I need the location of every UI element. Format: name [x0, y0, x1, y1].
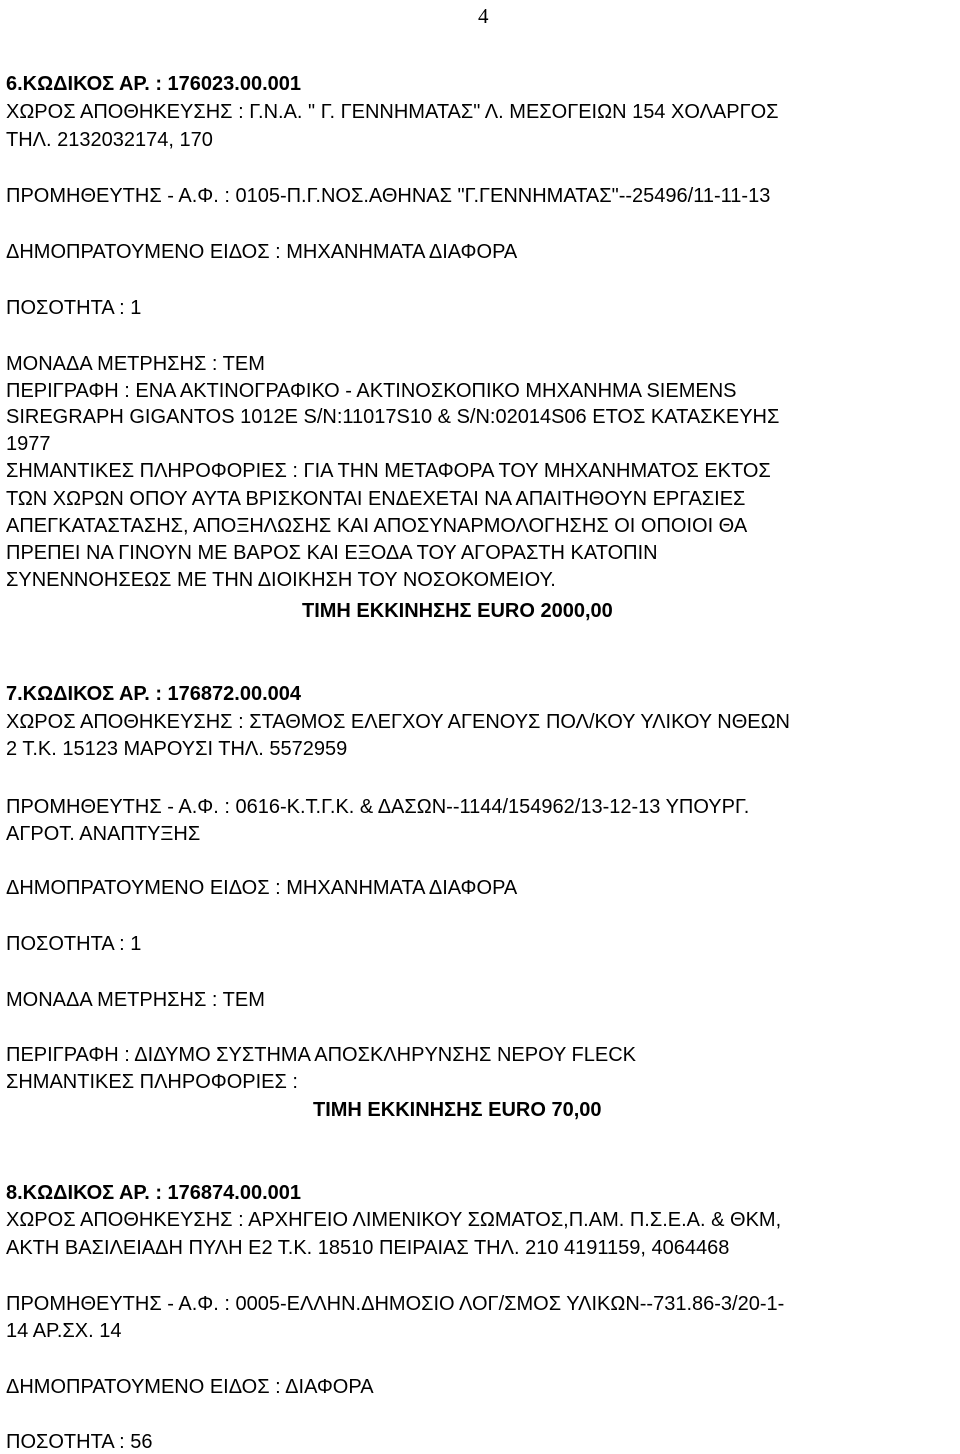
- unit-line: ΜΟΝΑΔΑ ΜΕΤΡΗΣΗΣ : ΤΕΜ: [6, 353, 265, 375]
- description-line: SIREGRAPH GIGANTOS 1012E S/N:11017S10 & S/N:02014S06 ΕΤΟΣ ΚΑΤΑΣΚΕΥΗΣ: [6, 406, 780, 428]
- item-code: 8.ΚΩΔΙΚΟΣ ΑΡ. : 176874.00.001: [6, 1182, 302, 1204]
- item-code: 7.ΚΩΔΙΚΟΣ ΑΡ. : 176872.00.004: [6, 683, 302, 705]
- storage-line: ΧΩΡΟΣ ΑΠΟΘΗΚΕΥΣΗΣ : ΣΤΑΘΜΟΣ ΕΛΕΓΧΟΥ ΑΓΕΝΟΥΣ ΠΟΛ/ΚΟΥ ΥΛΙΚΟΥ ΝΘΕΩΝ: [6, 711, 791, 733]
- description-line: 1977: [6, 433, 51, 455]
- supplier-line: ΠΡΟΜΗΘΕΥΤΗΣ - Α.Φ. : 0105-Π.Γ.ΝΟΣ.ΑΘΗΝΑΣ "Γ.ΓΕΝΝΗΜΑΤΑΣ"--25496/11-11-13: [6, 185, 771, 207]
- starting-price: ΤΙΜΗ ΕΚΚΙΝΗΣΗΣ EURO 70,00: [313, 1099, 602, 1121]
- info-line: ΣΗΜΑΝΤΙΚΕΣ ΠΛΗΡΟΦΟΡΙΕΣ :: [6, 1071, 298, 1093]
- species-line: ΔΗΜΟΠΡΑΤΟΥΜΕΝΟ ΕΙΔΟΣ : ΜΗΧΑΝΗΜΑΤΑ ΔΙΑΦΟΡΑ: [6, 877, 518, 899]
- storage-line: ΑΚΤΗ ΒΑΣΙΛΕΙΑΔΗ ΠΥΛΗ Ε2 Τ.Κ. 18510 ΠΕΙΡΑΙΑΣ ΤΗΛ. 210 4191159, 4064468: [6, 1237, 730, 1259]
- supplier-line: ΑΓΡΟΤ. ΑΝΑΠΤΥΞΗΣ: [6, 823, 201, 845]
- supplier-line: ΠΡΟΜΗΘΕΥΤΗΣ - Α.Φ. : 0005-ΕΛΛΗΝ.ΔΗΜΟΣΙΟ ΛΟΓ/ΣΜΟΣ ΥΛΙΚΩΝ--731.86-3/20-1-: [6, 1293, 785, 1315]
- info-line: ΣΗΜΑΝΤΙΚΕΣ ΠΛΗΡΟΦΟΡΙΕΣ : ΓΙΑ ΤΗΝ ΜΕΤΑΦΟΡΑ ΤΟΥ ΜΗΧΑΝΗΜΑΤΟΣ ΕΚΤΟΣ: [6, 460, 771, 482]
- supplier-line: ΠΡΟΜΗΘΕΥΤΗΣ - Α.Φ. : 0616-Κ.Τ.Γ.Κ. & ΔΑΣΩΝ--1144/154962/13-12-13 ΥΠΟΥΡΓ.: [6, 796, 750, 818]
- quantity-line: ΠΟΣΟΤΗΤΑ : 1: [6, 297, 142, 319]
- storage-line: ΤΗΛ. 2132032174, 170: [6, 129, 213, 151]
- starting-price: ΤΙΜΗ ΕΚΚΙΝΗΣΗΣ EURO 2000,00: [302, 600, 613, 622]
- item-code: 6.ΚΩΔΙΚΟΣ ΑΡ. : 176023.00.001: [6, 73, 302, 95]
- unit-line: ΜΟΝΑΔΑ ΜΕΤΡΗΣΗΣ : ΤΕΜ: [6, 989, 265, 1011]
- description-line: ΠΕΡΙΓΡΑΦΗ : ΔΙΔΥΜΟ ΣΥΣΤΗΜΑ ΑΠΟΣΚΛΗΡΥΝΣΗΣ ΝΕΡΟΥ FLECK: [6, 1044, 636, 1066]
- species-line: ΔΗΜΟΠΡΑΤΟΥΜΕΝΟ ΕΙΔΟΣ : ΜΗΧΑΝΗΜΑΤΑ ΔΙΑΦΟΡΑ: [6, 241, 518, 263]
- info-line: ΠΡΕΠΕΙ ΝΑ ΓΙΝΟΥΝ ΜΕ ΒΑΡΟΣ ΚΑΙ ΕΞΟΔΑ ΤΟΥ ΑΓΟΡΑΣΤΗ ΚΑΤΟΠΙΝ: [6, 542, 658, 564]
- description-line: ΠΕΡΙΓΡΑΦΗ : ΕΝΑ ΑΚΤΙΝΟΓΡΑΦΙΚΟ - ΑΚΤΙΝΟΣΚΟΠΙΚΟ ΜΗΧΑΝΗΜΑ SIEMENS: [6, 380, 737, 402]
- quantity-line: ΠΟΣΟΤΗΤΑ : 1: [6, 933, 142, 955]
- supplier-line: 14 ΑΡ.ΣΧ. 14: [6, 1320, 122, 1342]
- species-line: ΔΗΜΟΠΡΑΤΟΥΜΕΝΟ ΕΙΔΟΣ : ΔΙΑΦΟΡΑ: [6, 1376, 374, 1398]
- storage-line: 2 Τ.Κ. 15123 ΜΑΡΟΥΣΙ ΤΗΛ. 5572959: [6, 738, 348, 760]
- info-line: ΑΠΕΓΚΑΤΑΣΤΑΣΗΣ, ΑΠΟΞΗΛΩΣΗΣ ΚΑΙ ΑΠΟΣΥΝΑΡΜΟΛΟΓΗΣΗΣ ΟΙ ΟΠΟΙΟΙ ΘΑ: [6, 515, 748, 537]
- storage-line: ΧΩΡΟΣ ΑΠΟΘΗΚΕΥΣΗΣ : ΑΡΧΗΓΕΙΟ ΛΙΜΕΝΙΚΟΥ ΣΩΜΑΤΟΣ,Π.ΑΜ. Π.Σ.Ε.Α. & ΘΚΜ,: [6, 1209, 782, 1231]
- quantity-line: ΠΟΣΟΤΗΤΑ : 56: [6, 1431, 153, 1453]
- info-line: ΣΥΝΕΝΝΟΗΣΕΩΣ ΜΕ ΤΗΝ ΔΙΟΙΚΗΣΗ ΤΟΥ ΝΟΣΟΚΟΜΕΙΟΥ.: [6, 569, 556, 591]
- info-line: ΤΩΝ ΧΩΡΩΝ ΟΠΟΥ ΑΥΤΑ ΒΡΙΣΚΟΝΤΑΙ ΕΝΔΕΧΕΤΑΙ ΝΑ ΑΠΑΙΤΗΘΟΥΝ ΕΡΓΑΣΙΕΣ: [6, 488, 746, 510]
- storage-line: ΧΩΡΟΣ ΑΠΟΘΗΚΕΥΣΗΣ : Γ.Ν.Α. " Γ. ΓΕΝΝΗΜΑΤΑΣ" Λ. ΜΕΣΟΓΕΙΩΝ 154 ΧΟΛΑΡΓΟΣ: [6, 101, 779, 123]
- page-number: 4: [478, 4, 489, 28]
